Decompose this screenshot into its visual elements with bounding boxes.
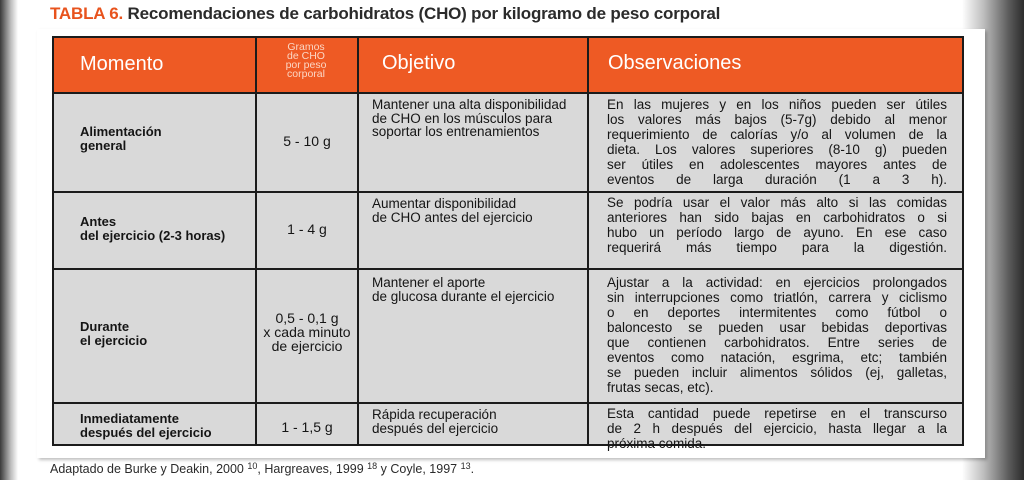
column-divider (587, 38, 589, 444)
table-source-note: Adaptado de Burke y Deakin, 2000 $^{10}$, Hargreaves, 1999 $^{18}$ y Coyle, 1997 $^{13}$. (50, 461, 475, 476)
row3-momento: Durante el ejercicio (80, 319, 148, 348)
row4-momento: Inmediatamente después del ejercicio (80, 411, 212, 440)
row4-gramos: 1 - 1,5 g (281, 419, 333, 435)
reference-18: 18 (367, 461, 378, 471)
table-caption: Recomendaciones de carbohidratos (CHO) por kilogramo de peso corporal (127, 4, 721, 23)
row-divider (54, 191, 962, 193)
row3-gramos: 0,5 - 0,1 g x cada minuto de ejercicio (263, 310, 351, 354)
row2-gramos: 1 - 4 g (287, 221, 327, 237)
row-divider (54, 402, 962, 404)
table-header-row (54, 38, 962, 92)
row2-observaciones: Se podría usar el valor más alto si las comidas anteriores han sido bajas en carbohidratos o si hubo un período largo de ayuno. En ese caso requerirá más tiempo para la digestión. (607, 195, 947, 255)
header-objetivo: Objetivo (382, 52, 456, 74)
column-divider (255, 38, 257, 444)
reference-10: 10 (247, 461, 258, 471)
row1-observaciones: En las mujeres y en los niños pueden ser útiles los valores más bajos (5-7g) debido al menor requerimiento de calorías y/o al volumen de la dieta. Los valores superiores (8-10 g) pueden ser útiles en adolescentes mayores antes de eventos de larga duración (1 a 3 h). (607, 97, 947, 187)
reference-13: 13 (460, 461, 471, 471)
row1-objetivo: Mantener una alta disponibilidad de CHO en los músculos para soportar los entrenamientos (372, 97, 567, 139)
row2-objetivo: Aumentar disponibilidad de CHO antes del ejercicio (372, 196, 533, 225)
row1-momento: Alimentación general (80, 124, 162, 153)
left-edge-shadow (0, 0, 18, 480)
row2-momento: Antes del ejercicio (2-3 horas) (80, 214, 226, 243)
row4-objetivo: Rápida recuperación después del ejercicio (372, 407, 499, 436)
carbohydrate-table (52, 36, 964, 451)
row3-objetivo: Mantener el aporte de glucosa durante el ejercicio (372, 275, 555, 304)
row-divider (54, 268, 962, 270)
header-gramos: Gramos de CHO por peso corporal (285, 41, 327, 80)
row3-observaciones: Ajustar a la actividad: en ejercicios prolongados sin interrupciones como triatlón, carrera y ciclismo o en deportes intermitentes como fútbol o baloncesto se pueden usar bebidas deportivas que contienen carbohidratos. Entre series de eventos como natación, esgrima, etc; también se pueden incluir alimentos sólidos (ej, galletas, frutas secas, etc). (607, 275, 947, 395)
column-divider (357, 38, 359, 444)
row1-gramos: 5 - 10 g (283, 133, 331, 149)
table-number: TABLA 6. (50, 4, 124, 23)
row-divider (54, 92, 962, 94)
table-title (50, 4, 720, 24)
header-observaciones: Observaciones (608, 52, 742, 74)
row4-observaciones: Esta cantidad puede repetirse en el transcurso de 2 h después del ejercicio, hasta llegar a la próxima comida. (607, 406, 947, 451)
header-momento: Momento (80, 53, 164, 75)
